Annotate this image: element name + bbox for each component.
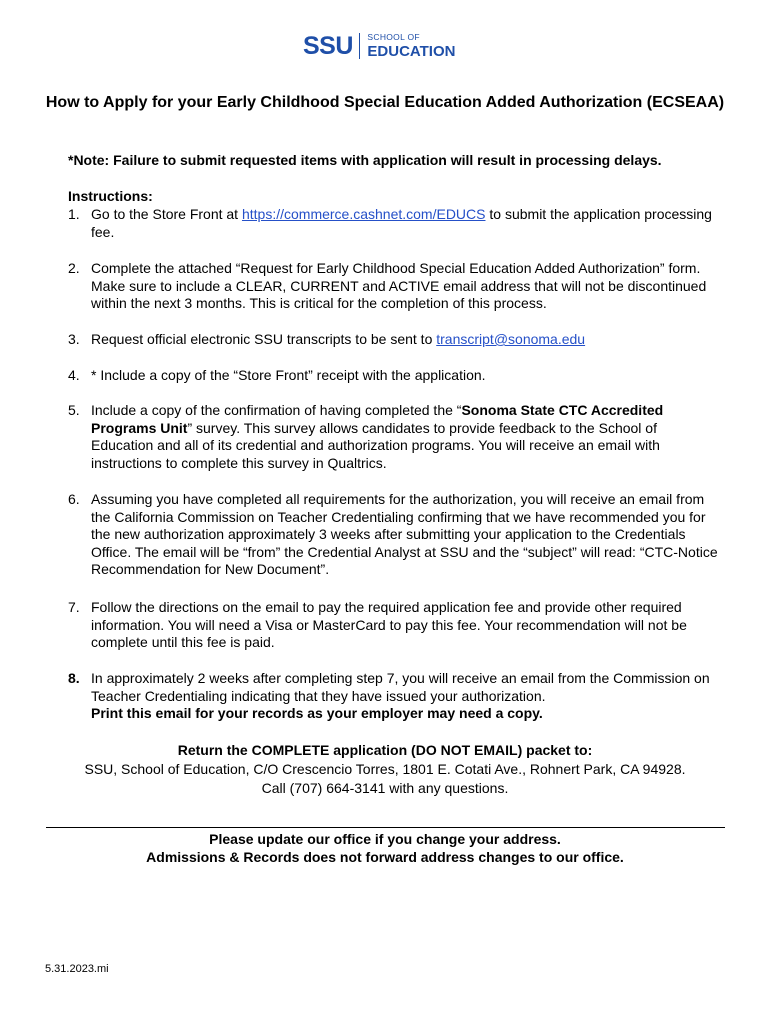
step-text: In approximately 2 weeks after completing step 7, you will receive an email from the Commission on Teacher Credentialing indicating that they have issued your authorization. xyxy=(91,670,710,704)
step-text: Go to the Store Front at xyxy=(91,206,242,222)
step-text: Complete the attached “Request for Early Childhood Special Education Added Authorization” form. Make sure to include a CLEAR, CURRENT and ACTIVE email address that will not be discontinued within the next 3 months. This is critical for the completion of this process. xyxy=(91,260,707,311)
step-4 xyxy=(68,367,723,385)
step-number: 1. xyxy=(68,206,80,222)
step-text: Assuming you have completed all requirements for the authorization, you will receive an email from the California Commission on Teacher Credentialing confirming that we have recommended you for the new authorization approximately 3 weeks after submitting your application to the Credentials Office. The email will be “from” the Credential Analyst at SSU and the “subject” will read: “CTC-Notice Recommendation for New Document”. xyxy=(91,491,718,577)
logo-school-of-education xyxy=(367,33,455,59)
divider xyxy=(46,827,725,828)
step-2 xyxy=(68,260,723,313)
step-text: ” survey. This survey allows candidates to provide feedback to the School of Education and all of its credential and authorization programs. You will receive an email with instructions to complete this survey in Qualtrics. xyxy=(91,419,660,471)
step-8 xyxy=(68,670,723,723)
return-instructions xyxy=(40,741,730,798)
step-text: Follow the directions on the email to pay the required application fee and provide other required information. You will need a Visa or MasterCard to pay this fee. Your recommendation will not be complete until this fee is paid. xyxy=(91,599,687,650)
step-number: 4. xyxy=(68,367,80,383)
return-heading: Return the COMPLETE application (DO NOT EMAIL) packet to: xyxy=(177,742,593,758)
step-6 xyxy=(68,491,723,579)
step-3 xyxy=(68,331,723,349)
update-line-1: Please update our office if you change your address. xyxy=(209,831,561,847)
step-1 xyxy=(68,206,723,241)
page-title: How to Apply for your Early Childhood Special Education Added Authorization (ECSEAA) xyxy=(45,94,725,111)
step-7 xyxy=(68,599,723,652)
transcript-email-link[interactable]: transcript@sonoma.edu xyxy=(436,331,586,347)
update-line-2: Admissions & Records does not forward address changes to our office. xyxy=(146,849,624,865)
step-number: 8. xyxy=(68,670,80,686)
survey-name: Sonoma State CTC Accredited Programs Unit xyxy=(91,402,664,436)
processing-note: *Note: Failure to submit requested items with application will result in processing delays. xyxy=(68,152,662,168)
step-5 xyxy=(68,402,723,472)
ssu-education-logo xyxy=(303,31,455,61)
step-text: Include a copy of the confirmation of having completed the “ xyxy=(91,402,462,418)
step-text: to submit the application processing fee. xyxy=(91,206,712,240)
instructions-label: Instructions: xyxy=(68,188,153,204)
logo-line1: SCHOOL OF xyxy=(367,32,420,43)
step-text: * Include a copy of the “Store Front” receipt with the application. xyxy=(91,367,486,383)
step-number: 7. xyxy=(68,599,80,615)
step-number: 6. xyxy=(68,491,80,507)
step-number: 5. xyxy=(68,402,80,418)
step-number: 3. xyxy=(68,331,80,347)
step-number: 2. xyxy=(68,260,80,276)
return-address: SSU, School of Education, C/O Crescencio Torres, 1801 E. Cotati Ave., Rohnert Park, CA 94928. xyxy=(84,761,686,777)
step-text: Request official electronic SSU transcripts to be sent to xyxy=(91,331,437,347)
logo-line2: EDUCATION xyxy=(367,42,456,60)
address-update-notice xyxy=(40,830,730,866)
store-front-link[interactable]: https://commerce.cashnet.com/EDUCS xyxy=(241,206,486,222)
logo-divider xyxy=(359,33,361,59)
print-email-instruction: Print this email for your records as your employer may need a copy. xyxy=(91,705,543,721)
document-version: 5.31.2023.mi xyxy=(45,963,109,975)
logo-ssu-text: SSU xyxy=(303,31,353,60)
contact-phone: Call (707) 664-3141 with any questions. xyxy=(261,780,509,796)
